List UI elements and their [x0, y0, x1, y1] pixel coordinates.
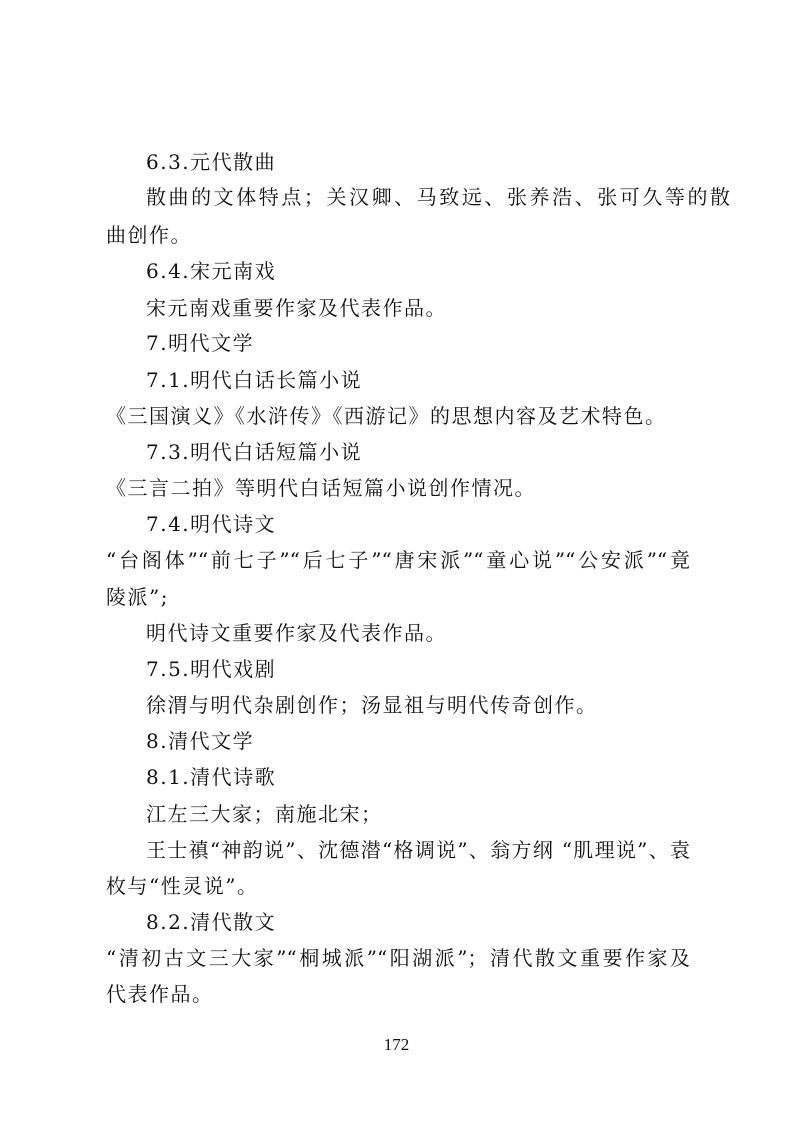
paragraph-line: 《三国演义》《水浒传》《西游记》的思想内容及艺术特色。: [106, 404, 667, 428]
heading-8-2: 8.2.清代散文: [146, 910, 277, 934]
paragraph-line: 江左三大家；南施北宋；: [146, 802, 383, 826]
paragraph-line: 《三言二拍》等明代白话短篇小说创作情况。: [106, 476, 536, 500]
heading-8-1: 8.1.清代诗歌: [146, 765, 277, 789]
heading-8: 8.清代文学: [146, 729, 255, 753]
heading-6-4: 6.4.宋元南戏: [146, 259, 277, 283]
paragraph-line: 枚与“性灵说”。: [106, 874, 259, 898]
paragraph-line: 王士禛“神韵说”、沈德潜“格调说”、翁方纲 “肌理说”、袁: [146, 838, 690, 862]
paragraph-line: “清初古文三大家”“桐城派”“阳湖派”；清代散文重要作家及: [106, 946, 690, 970]
heading-7-1: 7.1.明代白话长篇小说: [146, 368, 363, 392]
paragraph-line: “台阁体”“前七子”“后七子”“唐宋派”“童心说”“公安派”“竟: [106, 548, 690, 572]
paragraph-line: 陵派”;: [106, 585, 169, 609]
page-number: 172: [383, 1035, 410, 1054]
heading-7-5: 7.5.明代戏剧: [146, 657, 277, 681]
heading-7-4: 7.4.明代诗文: [146, 512, 277, 536]
heading-7-3: 7.3.明代白话短篇小说: [146, 440, 363, 464]
paragraph-line: 散曲的文体特点；关汉卿、马致远、张养浩、张可久等的散: [146, 185, 730, 209]
paragraph-line: 宋元南戏重要作家及代表作品。: [146, 296, 447, 320]
paragraph-line: 曲创作。: [106, 223, 192, 247]
paragraph-line: 徐渭与明代杂剧创作；汤显祖与明代传奇创作。: [146, 693, 598, 717]
heading-6-3: 6.3.元代散曲: [146, 150, 277, 174]
heading-7: 7.明代文学: [146, 331, 255, 355]
paragraph-line: 明代诗文重要作家及代表作品。: [146, 621, 447, 645]
paragraph-line: 代表作品。: [106, 982, 214, 1006]
